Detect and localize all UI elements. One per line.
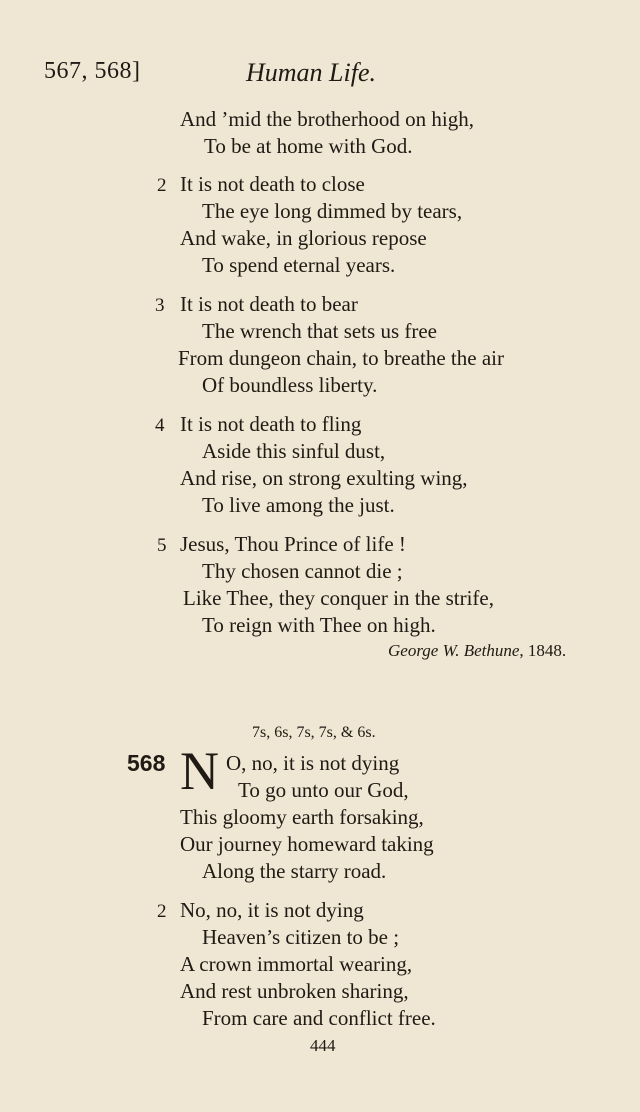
verse-number: 4 — [155, 415, 165, 436]
author-name: George W. Bethune — [388, 641, 520, 660]
hymn-meter: 7s, 6s, 7s, 7s, & 6s. — [252, 724, 376, 741]
verse-number: 5 — [157, 535, 167, 556]
verse-line: It is not death to close — [180, 172, 365, 196]
verse-line: And wake, in glorious repose — [180, 226, 427, 250]
verse-line: Jesus, Thou Prince of life ! — [180, 532, 406, 556]
verse-line: Our journey homeward taking — [180, 832, 434, 856]
verse-line: And rest unbroken sharing, — [180, 979, 409, 1003]
page-number: 444 — [310, 1036, 336, 1055]
verse-line: To reign with Thee on high. — [202, 613, 436, 637]
verse-line: Thy chosen cannot die ; — [202, 559, 403, 583]
verse-line: To live among the just. — [202, 493, 395, 517]
verse-line: Of boundless liberty. — [202, 373, 378, 397]
header-hymn-numbers: 567, 568] — [44, 58, 141, 84]
verse-line: The wrench that sets us free — [202, 319, 437, 343]
verse-line: It is not death to bear — [180, 292, 358, 316]
verse-line: Along the starry road. — [202, 859, 387, 883]
author-year: , 1848. — [519, 641, 567, 660]
verse-line: From care and conflict free. — [202, 1006, 436, 1030]
verse-number: 3 — [155, 295, 165, 316]
drop-cap: N — [180, 741, 219, 801]
verse-line: O, no, it is not dying — [226, 751, 400, 775]
verse-line: Aside this sinful dust, — [202, 439, 386, 463]
verse-line: A crown immortal wearing, — [180, 952, 413, 976]
verse-line: The eye long dimmed by tears, — [202, 199, 463, 223]
verse-line: This gloomy earth forsaking, — [180, 805, 424, 829]
verse-line: It is not death to fling — [180, 412, 362, 436]
verse-line: No, no, it is not dying — [180, 898, 364, 922]
verse-line: Heaven’s citizen to be ; — [202, 925, 400, 949]
hymn-number: 568 — [127, 750, 166, 776]
verse-number: 2 — [157, 175, 167, 196]
verse-line: And rise, on strong exulting wing, — [180, 466, 468, 490]
verse-line: To be at home with God. — [204, 134, 413, 158]
verse-line: To go unto our God, — [238, 778, 409, 802]
verse-line: And ’mid the brotherhood on high, — [180, 107, 474, 131]
verse-number: 2 — [157, 901, 167, 922]
verse-line: From dungeon chain, to breathe the air — [178, 346, 504, 370]
header-title: Human Life. — [246, 58, 376, 87]
author-attribution — [388, 641, 566, 661]
verse-line: To spend eternal years. — [202, 253, 396, 277]
verse-line: Like Thee, they conquer in the strife, — [183, 586, 495, 610]
